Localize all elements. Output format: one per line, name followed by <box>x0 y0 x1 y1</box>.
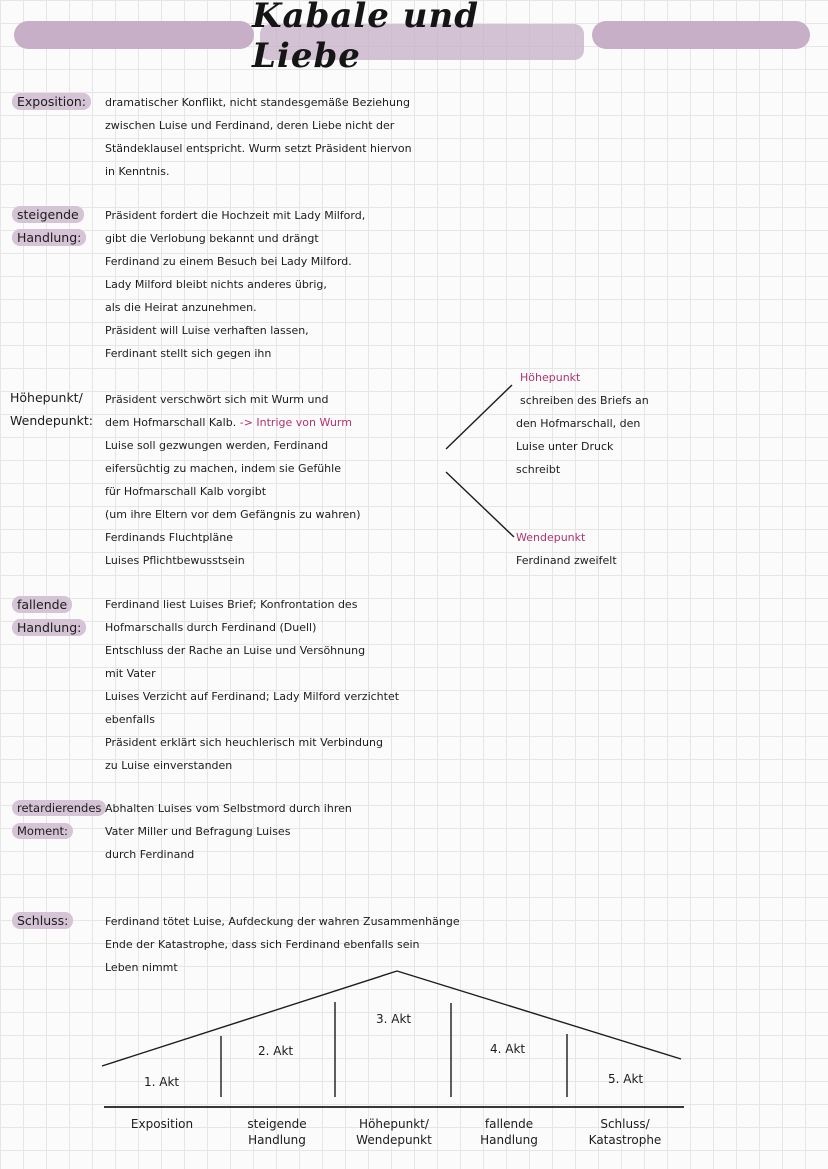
label-schluss-1: Schluss: <box>12 912 73 929</box>
side-wendepunkt <box>516 526 617 572</box>
line: Luises Verzicht auf Ferdinand; Lady Milford verzichtet <box>105 690 400 703</box>
line: Abhalten Luises vom Selbstmord durch ihren <box>105 802 352 815</box>
line-part: dem Hofmarschall Kalb. <box>105 416 237 429</box>
title-block <box>252 0 592 76</box>
line: Luises Pflichtbewusstsein <box>105 554 245 567</box>
act-4: 4. Akt <box>490 1042 526 1056</box>
line: Hofmarschalls durch Ferdinand (Duell) <box>105 621 317 634</box>
label-retardierend <box>12 797 106 843</box>
label-hoehepunkt-2: Wendepunkt: <box>10 413 93 428</box>
bottom-text: steigende <box>247 1117 307 1131</box>
line <box>105 411 361 434</box>
pyramid-right-slope <box>397 971 681 1059</box>
title-bar-right <box>592 21 810 49</box>
label-exposition-1: Exposition: <box>12 93 91 110</box>
line: Präsident fordert die Hochzeit mit Lady Milford, <box>105 209 366 222</box>
act-3: 3. Akt <box>376 1012 412 1026</box>
line: Leben nimmt <box>105 961 178 974</box>
pyramid-left-slope <box>102 971 397 1066</box>
line: Vater Miller und Befragung Luises <box>105 825 291 838</box>
title-bar-left <box>14 21 254 49</box>
label-fallende <box>12 593 86 639</box>
side-line: Luise unter Druck <box>516 440 614 453</box>
side-hoehepunkt <box>516 366 649 481</box>
line: Ständeklausel entspricht. Wurm setzt Präsident hiervon <box>105 142 412 155</box>
bottom-text: Höhepunkt/ <box>359 1117 429 1131</box>
line: zu Luise einverstanden <box>105 759 233 772</box>
label-exposition <box>12 90 91 113</box>
line: Ferdinand tötet Luise, Aufdeckung der wahren Zusammenhänge <box>105 915 460 928</box>
line: Präsident verschwört sich mit Wurm und <box>105 393 329 406</box>
side-line: Ferdinand zweifelt <box>516 554 617 567</box>
label-retardierend-1: retardierendes <box>12 800 106 816</box>
line: Ferdinands Fluchtpläne <box>105 531 233 544</box>
bottom-text: Schluss/ <box>600 1117 650 1131</box>
intrige-note: -> Intrige von Wurm <box>239 416 352 429</box>
line: Ende der Katastrophe, dass sich Ferdinand ebenfalls sein <box>105 938 420 951</box>
line: gibt die Verlobung bekannt und drängt <box>105 232 319 245</box>
line: Ferdinand zu einem Besuch bei Lady Milford. <box>105 255 352 268</box>
side-wendepunkt-head: Wendepunkt <box>516 531 586 544</box>
line: mit Vater <box>105 667 156 680</box>
connector-wendepunkt <box>446 472 514 537</box>
text-exposition <box>105 91 412 183</box>
label-hoehepunkt <box>10 386 98 432</box>
line: Präsident will Luise verhaften lassen, <box>105 324 309 337</box>
bottom-label-fallende <box>454 1116 564 1148</box>
line: Lady Milford bleibt nichts anderes übrig, <box>105 278 327 291</box>
act-1: 1. Akt <box>144 1075 180 1089</box>
act-5: 5. Akt <box>608 1072 644 1086</box>
text-fallende <box>105 593 399 777</box>
bottom-label-exposition <box>107 1116 217 1132</box>
bottom-text: fallende <box>484 1117 534 1131</box>
page-title: Kabale und Liebe <box>252 0 479 76</box>
label-steigende <box>12 203 86 249</box>
line: dramatischer Konflikt, nicht standesgemäße Beziehung <box>105 96 410 109</box>
label-steigende-2: Handlung: <box>12 229 86 246</box>
line: Luise soll gezwungen werden, Ferdinand <box>105 439 329 452</box>
bottom-text: Exposition <box>130 1117 194 1131</box>
bottom-text: Wendepunkt <box>356 1133 432 1147</box>
bottom-label-steigende <box>222 1116 332 1148</box>
label-hoehepunkt-1: Höhepunkt/ <box>10 390 83 405</box>
text-retardierend <box>105 797 352 866</box>
line: zwischen Luise und Ferdinand, deren Liebe nicht der <box>105 119 395 132</box>
side-line: den Hofmarschall, den <box>516 417 641 430</box>
text-steigende <box>105 204 365 365</box>
side-hoehepunkt-head: Höhepunkt <box>520 371 581 384</box>
line: eifersüchtig zu machen, indem sie Gefühle <box>105 462 341 475</box>
connector-hoehepunkt <box>446 385 512 449</box>
act-2: 2. Akt <box>258 1044 294 1058</box>
label-fallende-1: fallende <box>12 596 72 613</box>
bottom-label-hoehepunkt <box>339 1116 449 1148</box>
line: (um ihre Eltern vor dem Gefängnis zu wahren) <box>105 508 361 521</box>
label-schluss <box>12 909 73 932</box>
side-line: schreibt <box>516 463 561 476</box>
label-fallende-2: Handlung: <box>12 619 86 636</box>
text-schluss <box>105 910 460 979</box>
line: in Kenntnis. <box>105 165 170 178</box>
line: Ferdinant stellt sich gegen ihn <box>105 347 272 360</box>
bottom-text: Handlung <box>480 1133 538 1147</box>
line: ebenfalls <box>105 713 155 726</box>
line: als die Heirat anzunehmen. <box>105 301 257 314</box>
bottom-text: Katastrophe <box>588 1133 662 1147</box>
label-steigende-1: steigende <box>12 206 84 223</box>
line: für Hofmarschall Kalb vorgibt <box>105 485 267 498</box>
bottom-label-schluss <box>570 1116 680 1148</box>
line: Entschluss der Rache an Luise und Versöhnung <box>105 644 366 657</box>
text-hoehepunkt <box>105 388 361 572</box>
side-line: schreiben des Briefs an <box>520 394 649 407</box>
line: Ferdinand liest Luises Brief; Konfrontation des <box>105 598 358 611</box>
bottom-text: Handlung <box>248 1133 306 1147</box>
label-retardierend-2: Moment: <box>12 823 73 839</box>
line: Präsident erklärt sich heuchlerisch mit Verbindung <box>105 736 383 749</box>
line: durch Ferdinand <box>105 848 195 861</box>
